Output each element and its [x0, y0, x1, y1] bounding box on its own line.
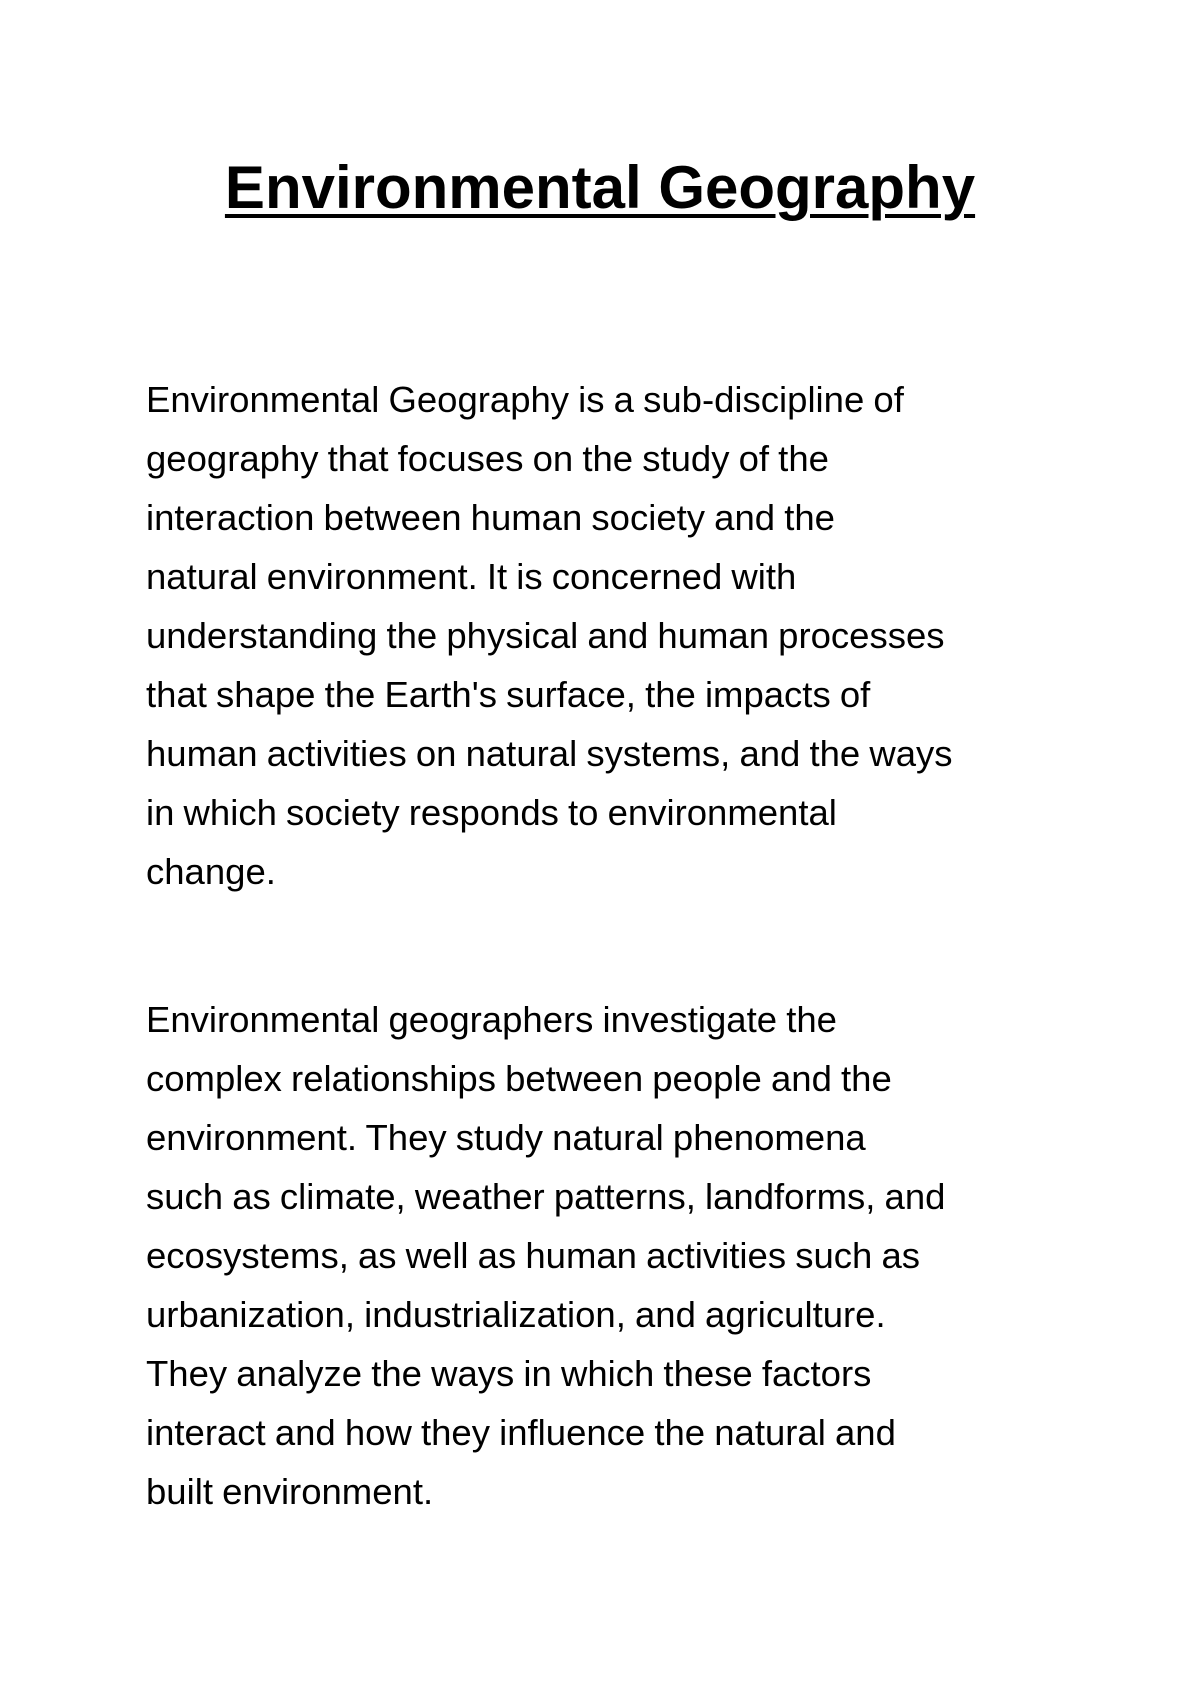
paragraph-line: built environment.	[146, 1471, 434, 1512]
paragraph-line: natural environment. It is concerned with	[146, 556, 797, 597]
paragraph-line: change.	[146, 851, 276, 892]
paragraph-line: interact and how they influence the natural and	[146, 1412, 896, 1453]
paragraph-line: understanding the physical and human processes	[146, 615, 945, 656]
paragraph-line: They analyze the ways in which these factors	[146, 1353, 872, 1394]
paragraph-line: Environmental Geography is a sub-discipline of	[146, 379, 904, 420]
paragraph-line: environment. They study natural phenomena	[146, 1117, 866, 1158]
paragraph-line: urbanization, industrialization, and agriculture.	[146, 1294, 886, 1335]
paragraph-line: human activities on natural systems, and the ways	[146, 733, 953, 774]
paragraph-line: interaction between human society and the	[146, 497, 835, 538]
document-title-text: Environmental Geography	[224, 154, 976, 221]
paragraph-1	[146, 370, 1076, 901]
paragraph-line: ecosystems, as well as human activities such as	[146, 1235, 921, 1276]
paragraph-line: geography that focuses on the study of the	[146, 438, 829, 479]
paragraph-2	[146, 990, 1076, 1521]
paragraph-line: in which society responds to environmental	[146, 792, 837, 833]
paragraph-line: that shape the Earth's surface, the impacts of	[146, 674, 871, 715]
paragraph-line: such as climate, weather patterns, landforms, and	[146, 1176, 946, 1217]
paragraph-line: complex relationships between people and the	[146, 1058, 892, 1099]
paragraph-line: Environmental geographers investigate the	[146, 999, 837, 1040]
document-title	[0, 152, 1200, 224]
